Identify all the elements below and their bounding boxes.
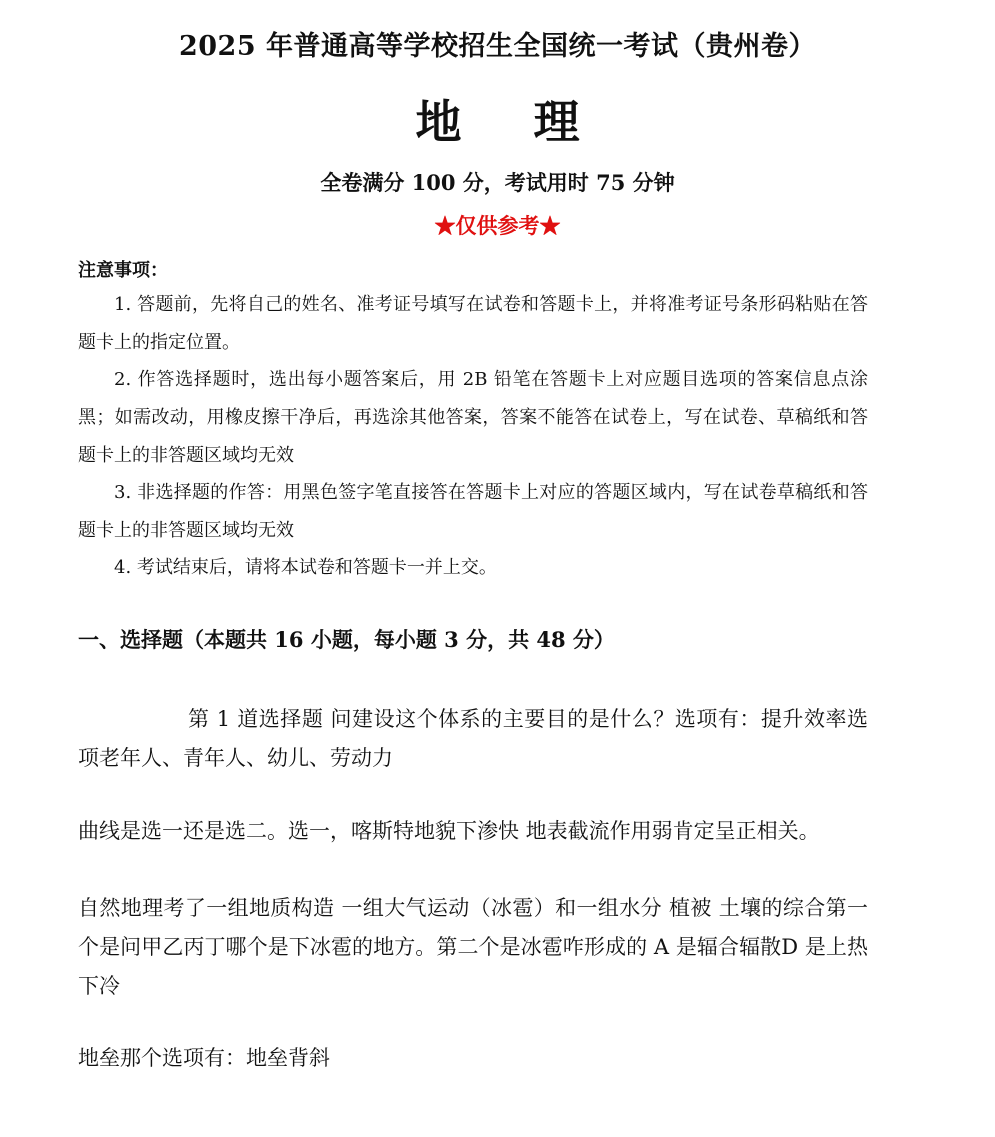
exam-title: 2025 年普通高等学校招生全国统一考试（贵州卷）: [178, 31, 817, 62]
note-item-4: 4. 考试结束后，请将本试卷和答题卡一并上交。: [114, 557, 497, 578]
note-item-1: 1. 答题前，先将自己的姓名、准考证号填写在试卷和答题卡上，并将准考证号条形码粘贴在答题卡上的指定位置。: [78, 294, 868, 353]
answer-paragraph-4: 地垒那个选项有：地垒背斜: [78, 1046, 330, 1070]
score-info: 全卷满分 100 分，考试用时 75 分钟: [320, 170, 675, 195]
notes-heading: 注意事项：: [78, 260, 168, 281]
note-item-3: 3. 非选择题的作答：用黑色签字笔直接答在答题卡上对应的答题区域内，写在试卷草稿纸和答题卡上的非答题区域均无效: [78, 482, 868, 541]
note-item-2: 2. 作答选择题时，选出每小题答案后，用 2B 铅笔在答题卡上对应题目选项的答案信息点涂黑；如需改动，用橡皮擦干净后，再选涂其他答案，答案不能答在试卷上，写在试卷、草稿纸和答题卡上的非答题区域均无效: [78, 369, 868, 466]
answer-paragraph-3: 自然地理考了一组地质构造 一组大气运动（冰雹）和一组水分 植被 土壤的综合第一个是问甲乙丙丁哪个是下冰雹的地方。第二个是冰雹咋形成的 A 是辐合辐散D 是上热下冷: [78, 896, 868, 998]
subject-title: 地 理: [415, 95, 608, 149]
answer-paragraph-1: 第 1 道选择题 问建设这个体系的主要目的是什么？选项有：提升效率选项老年人、青年人、幼儿、劳动力: [78, 707, 868, 770]
answer-paragraph-2: 曲线是选一还是选二。选一，喀斯特地貌下渗快 地表截流作用弱肯定呈正相关。: [78, 819, 820, 843]
reference-note: ★仅供参考★: [434, 213, 561, 238]
section-heading: 一、选择题（本题共 16 小题，每小题 3 分，共 48 分）: [78, 627, 615, 652]
